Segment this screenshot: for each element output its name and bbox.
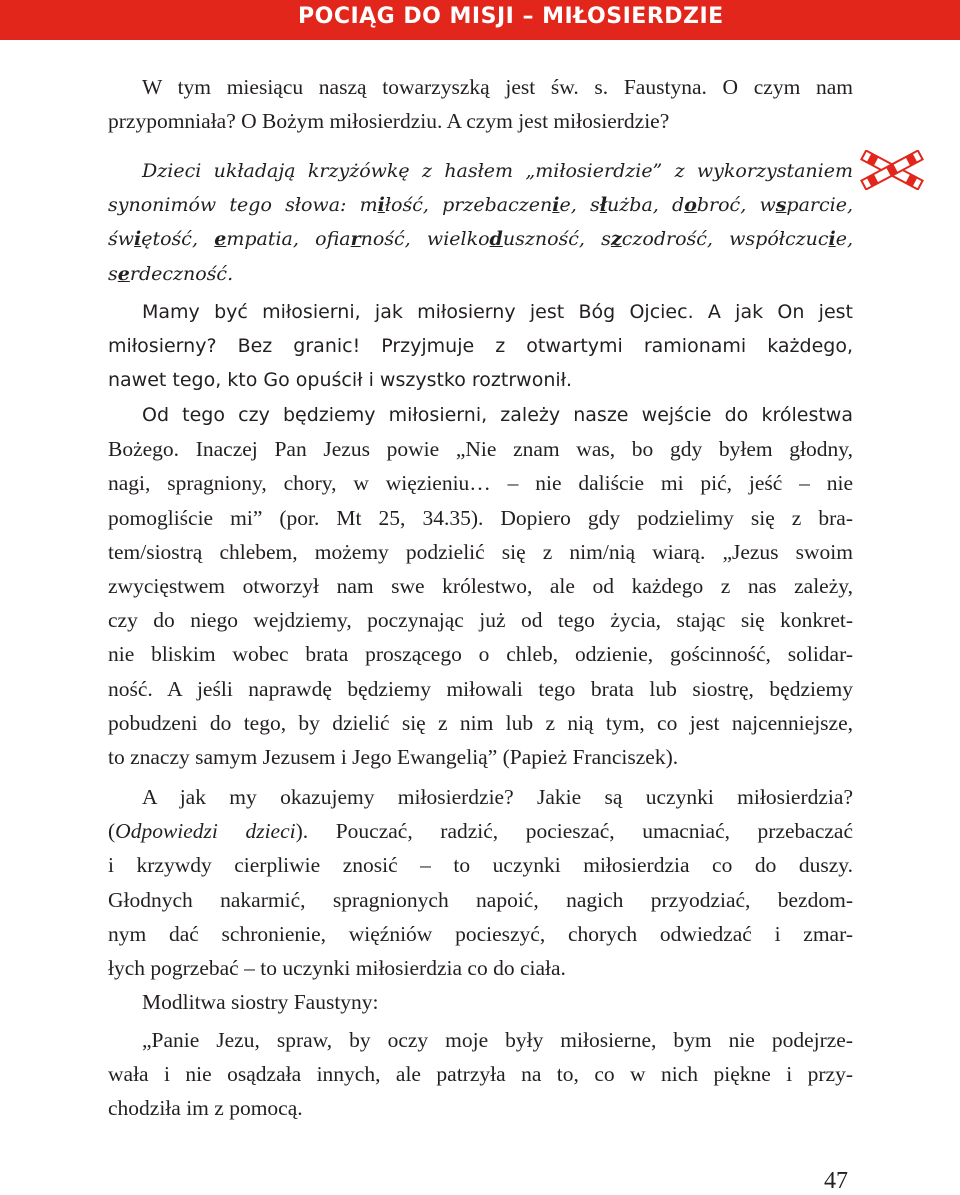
works-paragraph <box>108 780 853 985</box>
kingdom-paragraph <box>108 398 853 774</box>
text-line: czy do niego wejdziemy, poczynając już od tego życia, stając się konkret- <box>108 608 853 633</box>
text-line: miłosierny? Bez granic! Przyjmuje z otwartymi ramionami każdego, <box>108 335 853 358</box>
text-line: Głodnych nakarmić, spragnionych napoić, nagich przyodziać, bezdom- <box>108 887 853 912</box>
text-line: nagi, spragniony, chory, w więzieniu… – nie daliście mi pić, jeść – nie <box>108 471 853 496</box>
text-line: Od tego czy będziemy miłosierni, zależy nasze wejście do królestwa <box>142 404 853 426</box>
header-bar <box>0 0 960 40</box>
crossword-paragraph <box>108 154 853 291</box>
text-line: łych pogrzebać – to uczynki miłosierdzia co do ciała. <box>108 956 566 981</box>
text-line: chodziła im z pomocą. <box>108 1096 303 1121</box>
text-line: Modlitwa siostry Faustyny: <box>142 990 379 1014</box>
mercy-god-paragraph <box>108 295 853 398</box>
text-line: to znaczy samym Jezusem i Jego Ewangelią” (Papież Franciszek). <box>108 745 679 770</box>
text-line: i krzywdy cierpliwie znosić – to uczynki miłosierdzia co do duszy. <box>108 853 853 878</box>
text-line: tem/siostrą chlebem, możemy podzielić się z nim/nią wiarą. „Jezus swoim <box>108 539 853 564</box>
text-line: W tym miesiącu naszą towarzyszką jest św. s. Faustyna. O czym nam <box>142 75 853 99</box>
text-line: serdeczność. <box>108 262 234 285</box>
text-line: Bożego. Inaczej Pan Jezus powie „Nie znam was, bo gdy byłem głodny, <box>108 437 853 462</box>
text-line: A jak my okazujemy miłosierdzie? Jakie są uczynki miłosierdzia? <box>142 785 853 809</box>
text-line: pomogliście mi” (por. Mt 25, 34.35). Dopiero gdy podzielimy się z bra- <box>108 505 853 530</box>
page-number: 47 <box>824 1168 848 1194</box>
text-line: pobudzeni do tego, by dzielić się z nim lub z nią tym, co jest najcenniejsze, <box>108 710 853 735</box>
text-line: nawet tego, kto Go opuścił i wszystko roztrwonił. <box>108 369 573 392</box>
text-line: Mamy być miłosierni, jak miłosierny jest Bóg Ojciec. A jak On jest <box>142 301 853 323</box>
text-line: ność. A jeśli naprawdę będziemy miłowali tego brata lub siostrę, będziemy <box>108 676 853 701</box>
railway-crossing-icon <box>858 150 926 190</box>
text-line: zwycięstwem otworzył nam swe królestwo, ale od każdego z nas zależy, <box>108 574 853 599</box>
text-line: nym dać schronienie, więźniów pocieszyć, chorych odwiedzać i zmar- <box>108 921 853 946</box>
text-line: synonimów tego słowa: miłość, przebaczenie, służba, dobroć, wsparcie, <box>108 194 853 217</box>
page-title: POCIĄG DO MISJI – MIŁOSIERDZIE <box>298 4 724 29</box>
text-line: „Panie Jezu, spraw, by oczy moje były miłosierne, bym nie podejrze- <box>142 1028 853 1052</box>
text-line: nie bliskim wobec brata proszącego o chleb, odzienie, gościnność, solidar- <box>108 642 853 667</box>
text-line: Dzieci układają krzyżówkę z hasłem „miłosierdzie” z wykorzystaniem <box>142 160 853 182</box>
prayer-intro <box>108 985 853 1019</box>
text-line: świętość, empatia, ofiarność, wielkoduszność, szczodrość, współczucie, <box>108 228 853 251</box>
intro-paragraph <box>108 70 853 138</box>
prayer-paragraph <box>108 1023 853 1126</box>
text-line: (Odpowiedzi dzieci). Pouczać, radzić, pocieszać, umacniać, przebaczać <box>108 819 854 844</box>
text-line: przypomniała? O Bożym miłosierdziu. A czym jest miłosierdzie? <box>108 109 670 134</box>
text-line: wała i nie osądzała innych, ale patrzyła na to, co w nich piękne i przy- <box>108 1062 853 1087</box>
